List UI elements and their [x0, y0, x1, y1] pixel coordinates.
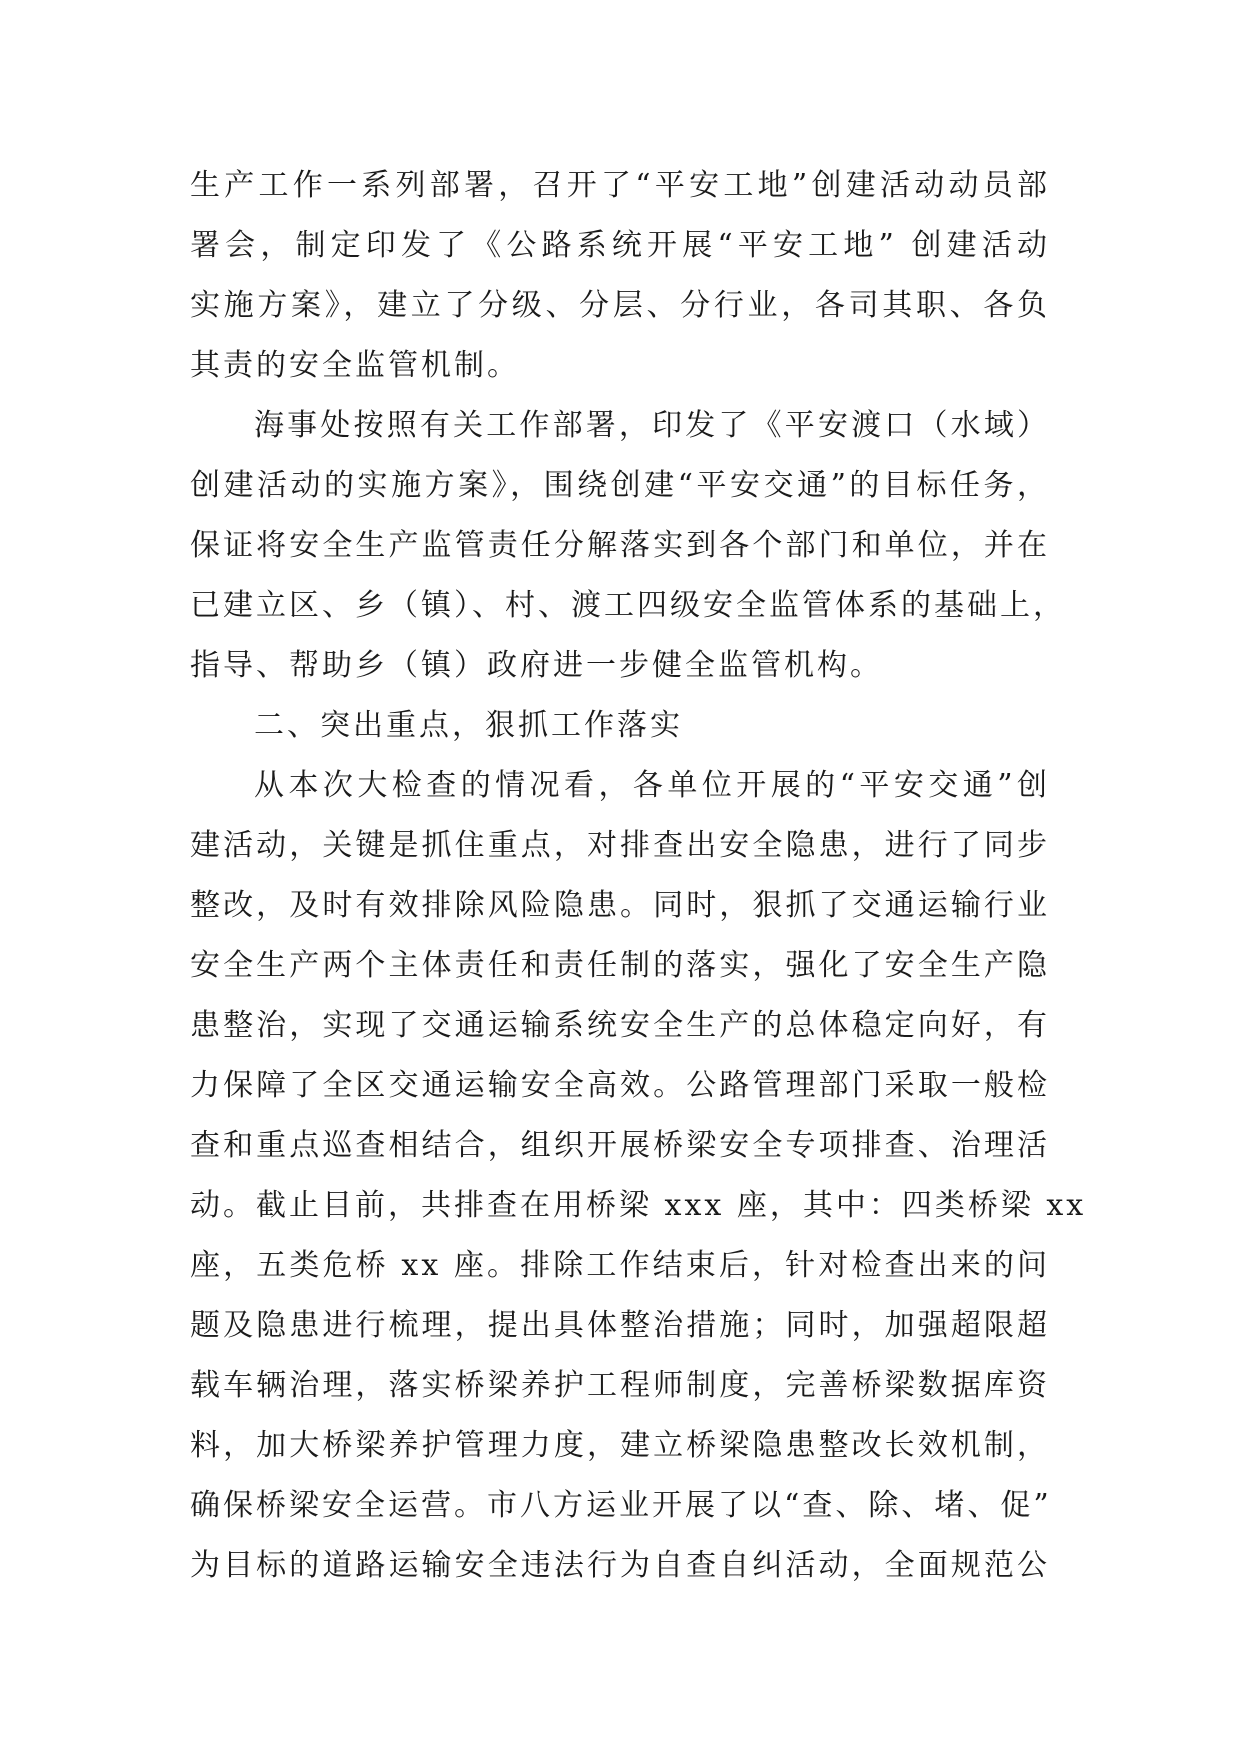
text-line: 载车辆治理，落实桥梁养护工程师制度，完善桥梁数据库资	[190, 1368, 1050, 1403]
text-line: 实施方案》，建立了分级、分层、分行业，各司其职、各负	[190, 288, 1050, 323]
text-line: 署会，制定印发了《公路系统开展“平安工地” 创建活动	[190, 228, 1050, 263]
text-line: 料，加大桥梁养护管理力度，建立桥梁隐患整改长效机制，	[190, 1428, 1050, 1463]
paragraph-continuation	[190, 156, 1050, 396]
text-line: 保证将安全生产监管责任分解落实到各个部门和单位，并在	[190, 528, 1050, 563]
text-line: 整改，及时有效排除风险隐患。同时，狠抓了交通运输行业	[190, 888, 1050, 923]
text-line: 力保障了全区交通运输安全高效。公路管理部门采取一般检	[190, 1068, 1050, 1103]
text-line: 建活动，关键是抓住重点，对排查出安全隐患，进行了同步	[190, 828, 1050, 863]
text-line: 创建活动的实施方案》，围绕创建“平安交通”的目标任务，	[190, 468, 1050, 503]
text-line: 患整治，实现了交通运输系统安全生产的总体稳定向好，有	[190, 1008, 1050, 1043]
text-line: 座，五类危桥 xx 座。排除工作结束后，针对检查出来的问	[190, 1248, 1050, 1283]
text-line: 指导、帮助乡（镇）政府进一步健全监管机构。	[190, 648, 883, 683]
document-body	[190, 156, 1087, 1596]
text-line: 为目标的道路运输安全违法行为自查自纠活动，全面规范公	[190, 1548, 1050, 1583]
text-line: 生产工作一系列部署，召开了“平安工地”创建活动动员部	[190, 168, 1050, 203]
text-line: 从本次大检查的情况看，各单位开展的“平安交通”创	[254, 768, 1050, 803]
text-line: 海事处按照有关工作部署，印发了《平安渡口（水域）	[254, 408, 1050, 443]
text-line: 已建立区、乡（镇）、村、渡工四级安全监管体系的基础上，	[190, 588, 1066, 623]
section-heading-text: 二、突出重点，狠抓工作落实	[254, 708, 683, 743]
paragraph-maritime	[190, 396, 1066, 696]
text-line: 确保桥梁安全运营。市八方运业开展了以“查、除、堵、促”	[190, 1488, 1052, 1523]
text-line: 其责的安全监管机制。	[190, 348, 520, 383]
text-line: 动。截止目前，共排查在用桥梁 xxx 座，其中：四类桥梁 xx	[190, 1188, 1087, 1223]
text-line: 查和重点巡查相结合，组织开展桥梁安全专项排查、治理活	[190, 1128, 1050, 1163]
paragraph-inspection	[190, 756, 1087, 1596]
text-line: 题及隐患进行梳理，提出具体整治措施；同时，加强超限超	[190, 1308, 1050, 1343]
text-line: 安全生产两个主体责任和责任制的落实，强化了安全生产隐	[190, 948, 1050, 983]
section-heading	[190, 696, 1050, 756]
